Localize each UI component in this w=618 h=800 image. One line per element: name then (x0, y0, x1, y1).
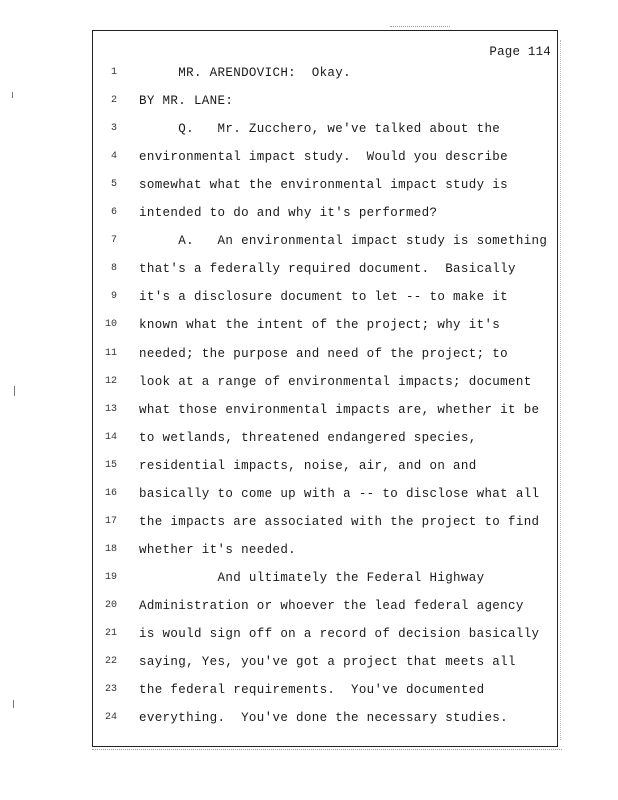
line-text: everything. You've done the necessary studies. (139, 711, 509, 726)
line-number: 14 (104, 431, 117, 443)
transcript-line (93, 203, 557, 223)
transcript-line (93, 287, 557, 307)
line-number: 9 (110, 291, 117, 303)
line-number: 5 (110, 179, 117, 191)
line-text: basically to come up with a -- to disclose what all (139, 486, 540, 501)
line-text: intended to do and why it's performed? (139, 206, 438, 221)
line-text: Administration or whoever the lead federal agency (139, 598, 524, 613)
scan-artifact-right-edge (560, 40, 563, 740)
line-text: is would sign off on a record of decision basically (139, 627, 540, 641)
margin-mark (13, 700, 14, 708)
line-number: 22 (104, 656, 117, 668)
transcript-line (93, 400, 557, 420)
line-number: 4 (110, 151, 117, 163)
line-text: residential impacts, noise, air, and on and (139, 458, 477, 473)
line-number: 16 (104, 487, 117, 499)
transcript-line (93, 428, 557, 448)
line-text: the impacts are associated with the project to find (139, 514, 540, 529)
line-text: BY MR. LANE: (139, 94, 234, 109)
transcript-line (93, 344, 557, 364)
transcript-line (93, 63, 557, 83)
line-text: what those environmental impacts are, whether it be (139, 402, 540, 417)
line-number: 19 (104, 571, 117, 583)
transcript-line (93, 708, 557, 728)
scan-artifact-top (390, 26, 450, 29)
page-number: Page 114 (489, 45, 551, 59)
scan-artifact-bottom-edge (92, 749, 562, 752)
transcript-line (93, 372, 557, 392)
line-text: Q. Mr. Zucchero, we've talked about the (139, 122, 501, 137)
line-text: the federal requirements. You've documented (139, 683, 485, 698)
line-number: 3 (110, 123, 117, 135)
line-text: that's a federally required document. Basically (139, 262, 516, 277)
transcript-line (93, 484, 557, 504)
line-text: known what the intent of the project; why it's (139, 318, 501, 333)
transcript-line (93, 680, 557, 700)
line-number: 17 (104, 515, 117, 527)
line-text: look at a range of environmental impacts; document (139, 374, 532, 389)
line-text: And ultimately the Federal Highway (139, 570, 485, 585)
line-number: 23 (104, 684, 117, 696)
line-text: to wetlands, threatened endangered species, (139, 430, 477, 445)
margin-mark (12, 92, 13, 98)
line-number: 21 (104, 628, 117, 639)
line-text: whether it's needed. (139, 542, 297, 557)
line-text: A. An environmental impact study is something (139, 234, 548, 249)
transcript-line (93, 175, 557, 195)
line-number: 24 (104, 712, 117, 724)
line-text: MR. ARENDOVICH: Okay. (139, 66, 351, 80)
transcript-line (93, 231, 557, 251)
line-number: 11 (104, 347, 117, 359)
line-text: somewhat what the environmental impact study is (139, 178, 509, 193)
line-number: 6 (110, 207, 117, 219)
line-number: 10 (104, 319, 117, 331)
margin-mark (14, 386, 15, 396)
line-number: 15 (104, 459, 117, 471)
line-number: 12 (104, 375, 117, 387)
transcript-line (93, 147, 557, 167)
transcript-line (93, 119, 557, 139)
line-number: 7 (110, 235, 117, 247)
transcript-line (93, 568, 557, 588)
line-number: 1 (110, 67, 117, 78)
transcript-line (93, 624, 557, 644)
line-number: 2 (110, 95, 117, 107)
line-number: 20 (104, 599, 117, 611)
transcript-line (93, 540, 557, 560)
transcript-line (93, 259, 557, 279)
transcript-line (93, 512, 557, 532)
transcript-line (93, 652, 557, 672)
transcript-page (92, 30, 558, 747)
line-number: 18 (104, 543, 117, 555)
line-number: 13 (104, 403, 117, 415)
transcript-line (93, 91, 557, 111)
line-text: saying, Yes, you've got a project that meets all (139, 655, 516, 670)
line-text: it's a disclosure document to let -- to make it (139, 290, 509, 305)
line-text: needed; the purpose and need of the project; to (139, 346, 509, 361)
line-number: 8 (110, 263, 117, 275)
transcript-line (93, 315, 557, 335)
transcript-line (93, 456, 557, 476)
line-text: environmental impact study. Would you describe (139, 150, 509, 165)
transcript-line (93, 596, 557, 616)
